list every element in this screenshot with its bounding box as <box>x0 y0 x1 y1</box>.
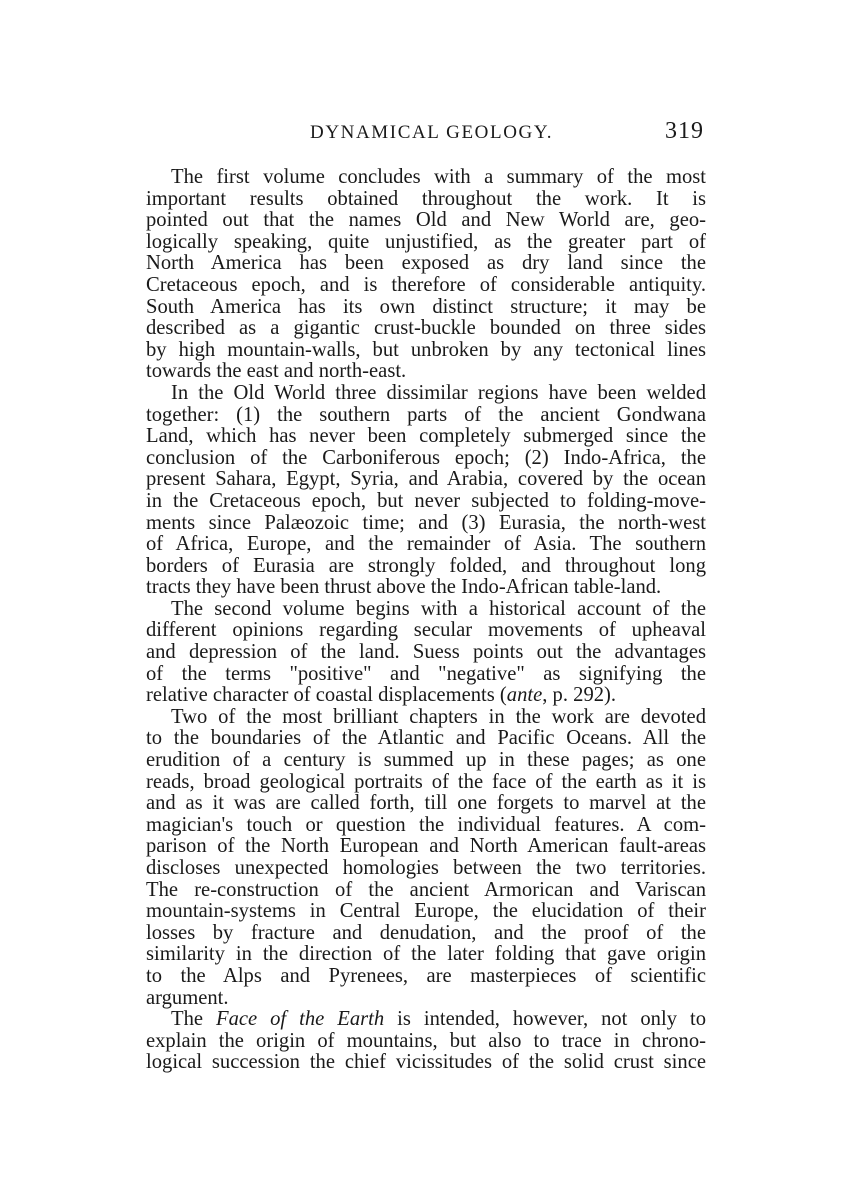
text-run: , p. 292). <box>542 684 617 707</box>
text-line: logical succession the chief vicissitudes of the solid crust since <box>146 1051 706 1074</box>
text-line: described as a gigantic crust-buckle bounded on three sides <box>146 317 706 340</box>
paragraph-oceans <box>146 707 706 1009</box>
paragraph-second-volume <box>146 599 706 707</box>
text-line: parison of the North European and North American fault-areas <box>146 835 706 858</box>
text-line: present Sahara, Egypt, Syria, and Arabia, covered by the ocean <box>146 468 706 491</box>
text-line: Cretaceous epoch, and is therefore of considerable antiquity. <box>146 273 706 296</box>
text-line: by high mountain-walls, but unbroken by any tectonical lines <box>146 338 706 361</box>
text-line: of the terms "positive" and "negative" as signifying the <box>146 662 706 685</box>
text-body <box>146 167 706 1074</box>
text-line: similarity in the direction of the later folding that gave origin <box>146 943 706 966</box>
paragraph-face-of-the-earth <box>146 1009 706 1074</box>
italic-run: ante <box>506 684 543 707</box>
text-line: In the Old World three dissimilar regions have been welded <box>171 381 706 404</box>
text-line: erudition of a century is summed up in these pages; as one <box>146 749 706 772</box>
text-line: logically speaking, quite unjustified, as the greater part of <box>146 230 706 253</box>
text-run: The <box>171 1008 216 1031</box>
text-line: South America has its own distinct structure; it may be <box>146 295 706 318</box>
text-line: The second volume begins with a historical account of the <box>171 597 706 620</box>
text-line: different opinions regarding secular movements of upheaval <box>146 619 706 642</box>
text-line: The re-construction of the ancient Armorican and Variscan <box>146 878 706 901</box>
text-line <box>146 685 706 707</box>
running-head <box>146 116 706 150</box>
text-line: pointed out that the names Old and New World are, geo- <box>146 209 706 232</box>
text-line: The first volume concludes with a summary of the most <box>171 166 706 188</box>
book-title: Face of the Earth <box>216 1008 385 1031</box>
text-line: conclusion of the Carboniferous epoch; (2) Indo-Africa, the <box>146 446 706 469</box>
text-line: Land, which has never been completely submerged since the <box>146 425 706 448</box>
text-line: losses by fracture and denudation, and the proof of the <box>146 921 706 944</box>
text-line: to the Alps and Pyrenees, are masterpieces of scientific <box>146 964 706 987</box>
text-line: to the boundaries of the Atlantic and Pacific Oceans. All the <box>146 727 706 750</box>
paragraph-old-world <box>146 383 706 599</box>
text-line: together: (1) the southern parts of the ancient Gondwana <box>146 403 706 426</box>
text-line: discloses unexpected homologies between the two territories. <box>146 857 706 879</box>
text-line: borders of Eurasia are strongly folded, and throughout long <box>146 554 706 577</box>
page-number: 319 <box>665 118 704 144</box>
text-line: ments since Palæozoic time; and (3) Eurasia, the north-west <box>146 511 706 534</box>
paragraph-summary <box>146 167 706 383</box>
text-line: tracts they have been thrust above the Indo-African table-land. <box>146 576 662 599</box>
running-title: DYNAMICAL GEOLOGY. <box>310 122 554 143</box>
text-line: argument. <box>146 986 229 1009</box>
text-line: explain the origin of mountains, but also to trace in chrono- <box>146 1029 706 1052</box>
text-line: reads, broad geological portraits of the face of the earth as it is <box>146 770 706 793</box>
text-line: mountain-systems in Central Europe, the elucidation of their <box>146 900 706 923</box>
text-line: of Africa, Europe, and the remainder of Asia. The southern <box>146 533 706 556</box>
text-line: and depression of the land. Suess points out the advantages <box>146 641 706 664</box>
text-run: relative character of coastal displacements ( <box>146 684 507 707</box>
text-line: North America has been exposed as dry land since the <box>146 252 706 275</box>
text-line: and as it was are called forth, till one forgets to marvel at the <box>146 792 706 815</box>
text-line: important results obtained throughout the work. It is <box>146 187 706 210</box>
text-run: is intended, however, not only to <box>384 1008 706 1031</box>
text-line: Two of the most brilliant chapters in the work are devoted <box>171 705 706 728</box>
text-line: towards the east and north-east. <box>146 360 407 383</box>
text-line: in the Cretaceous epoch, but never subjected to folding-move- <box>146 489 706 512</box>
text-line: magician's touch or question the individual features. A com- <box>146 813 706 836</box>
text-line <box>146 1009 706 1031</box>
